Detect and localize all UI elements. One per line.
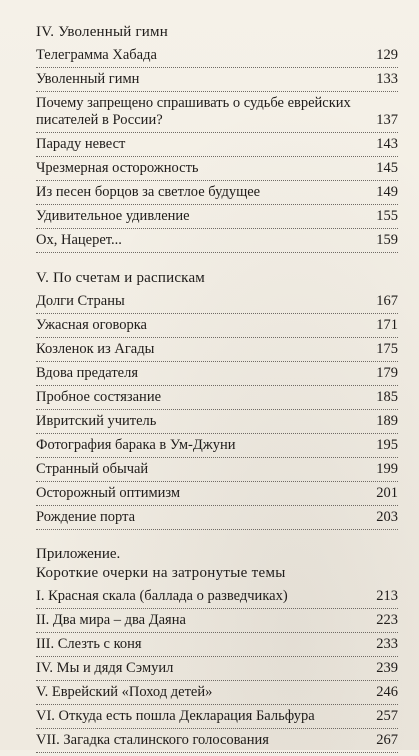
entry-page: 203 bbox=[376, 509, 398, 525]
toc-entry bbox=[36, 461, 398, 482]
entry-title: Долги Страны bbox=[36, 293, 125, 309]
entry-title: Осторожный оптимизм bbox=[36, 485, 181, 501]
toc-entry bbox=[36, 184, 398, 205]
toc-entry bbox=[36, 365, 398, 386]
entry-title: Параду невест bbox=[36, 136, 126, 152]
entry-title: Ох, Нацерет... bbox=[36, 232, 122, 248]
entry-title: Ужасная оговорка bbox=[36, 317, 147, 333]
entry-title: Козленок из Агады bbox=[36, 341, 155, 357]
toc-entry bbox=[36, 136, 398, 157]
appendix-title: Приложение. bbox=[36, 546, 121, 562]
entry-title: V. Еврейский «Поход детей» bbox=[36, 684, 213, 700]
entry-title: Почему запрещено спрашивать о судьбе еврейских писателей в России? bbox=[36, 95, 351, 128]
entry-page: 195 bbox=[376, 437, 398, 453]
toc-entry bbox=[36, 389, 398, 410]
entry-title: Фотография барака в Ум-Джуни bbox=[36, 437, 236, 453]
toc-entry bbox=[36, 660, 398, 681]
entry-page: 246 bbox=[376, 684, 398, 700]
toc-entry bbox=[36, 95, 398, 133]
toc-entry bbox=[36, 71, 398, 92]
entry-title: Телеграмма Хабада bbox=[36, 47, 157, 63]
appendix-subtitle: Короткие очерки на затронутые темы bbox=[36, 565, 286, 581]
toc-entry bbox=[36, 708, 398, 729]
entry-title: VII. Загадка сталинского голосования bbox=[36, 732, 269, 748]
section-list bbox=[36, 47, 398, 253]
entry-page: 175 bbox=[376, 341, 398, 357]
entry-title: VI. Откуда есть пошла Декларация Бальфура bbox=[36, 708, 315, 724]
section-list bbox=[36, 293, 398, 530]
toc-entry bbox=[36, 612, 398, 633]
entry-title: IV. Мы и дядя Сэмуил bbox=[36, 660, 174, 676]
toc-entry bbox=[36, 341, 398, 362]
toc-entry bbox=[36, 413, 398, 434]
entry-page: 129 bbox=[376, 47, 398, 63]
entry-page: 223 bbox=[376, 612, 398, 628]
entry-page: 145 bbox=[376, 160, 398, 176]
toc-entry bbox=[36, 232, 398, 253]
entry-title: I. Красная скала (баллада о разведчиках) bbox=[36, 588, 288, 604]
entry-page: 201 bbox=[376, 485, 398, 501]
section-spacer bbox=[36, 256, 398, 268]
entry-title: Рождение порта bbox=[36, 509, 136, 525]
toc-entry bbox=[36, 47, 398, 68]
section-spacer bbox=[36, 533, 398, 545]
entry-page: 143 bbox=[376, 136, 398, 152]
entry-page: 185 bbox=[376, 389, 398, 405]
entry-page: 133 bbox=[376, 71, 398, 87]
entry-page: 159 bbox=[376, 232, 398, 248]
toc-entry bbox=[36, 293, 398, 314]
entry-page: 239 bbox=[376, 660, 398, 676]
entry-title: Уволенный гимн bbox=[36, 71, 140, 87]
entry-page: 155 bbox=[376, 208, 398, 224]
entry-page: 189 bbox=[376, 413, 398, 429]
entry-page: 167 bbox=[376, 293, 398, 309]
toc-entry bbox=[36, 636, 398, 657]
entry-title: II. Два мира – два Даяна bbox=[36, 612, 186, 628]
toc-entry bbox=[36, 684, 398, 705]
section-title: IV. Уволенный гимн bbox=[36, 24, 168, 40]
table-of-contents bbox=[36, 22, 398, 756]
entry-title: Ивритский учитель bbox=[36, 413, 157, 429]
entry-page: 149 bbox=[376, 184, 398, 200]
entry-title: III. Слезть с коня bbox=[36, 636, 142, 652]
entry-title: Пробное состязание bbox=[36, 389, 162, 405]
toc-entry bbox=[36, 509, 398, 530]
entry-page: 199 bbox=[376, 461, 398, 477]
entry-page: 171 bbox=[376, 317, 398, 333]
entry-title: Чрезмерная осторожность bbox=[36, 160, 199, 176]
entry-title: Из песен борцов за светлое будущее bbox=[36, 184, 261, 200]
entry-page: 233 bbox=[376, 636, 398, 652]
toc-entry bbox=[36, 588, 398, 609]
toc-entry bbox=[36, 160, 398, 181]
toc-entry bbox=[36, 208, 398, 229]
entry-page: 179 bbox=[376, 365, 398, 381]
toc-entry bbox=[36, 485, 398, 506]
entry-page: 267 bbox=[376, 732, 398, 748]
entry-page: 257 bbox=[376, 708, 398, 724]
entry-page: 213 bbox=[376, 588, 398, 604]
entry-page: 137 bbox=[376, 112, 398, 128]
entry-title: Удивительное удивление bbox=[36, 208, 190, 224]
section-title: V. По счетам и распискам bbox=[36, 270, 205, 286]
entry-title: Вдова предателя bbox=[36, 365, 139, 381]
entry-title: Странный обычай bbox=[36, 461, 149, 477]
toc-entry bbox=[36, 437, 398, 458]
toc-entry bbox=[36, 317, 398, 338]
appendix-list bbox=[36, 588, 398, 753]
